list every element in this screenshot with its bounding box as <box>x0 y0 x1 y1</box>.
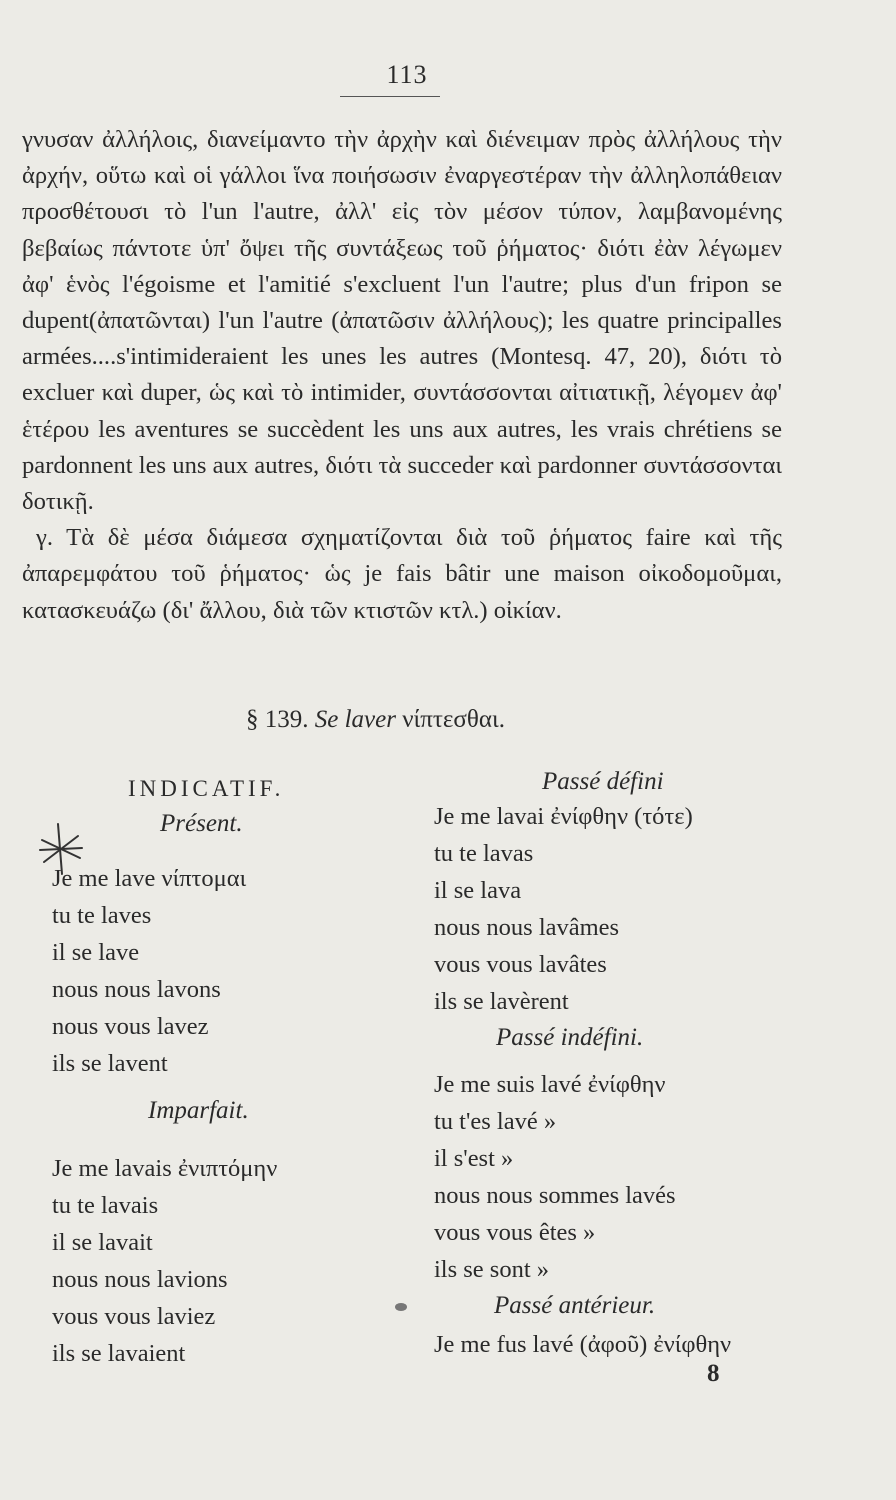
section-heading <box>246 706 846 734</box>
conjugation-line: tu t'es lavé » <box>434 1108 557 1135</box>
conjugation-line: ils se sont » <box>434 1256 550 1283</box>
conjugation-line: tu te lavais <box>52 1192 159 1219</box>
conjugation-line: Je me lavai ἐνίφθην (τότε) <box>434 803 693 830</box>
conjugation-imparfait <box>52 1150 277 1372</box>
conjugation-line: vous vous laviez <box>52 1303 216 1330</box>
conjugation-line: nous nous lavons <box>52 976 221 1003</box>
conjugation-passe-anterieur <box>434 1326 731 1363</box>
conjugation-passe-defini <box>434 798 693 1020</box>
conjugation-line: nous nous lavâmes <box>434 914 620 941</box>
conjugation-line: vous vous êtes » <box>434 1219 596 1246</box>
conjugation-line: il se lava <box>434 877 522 904</box>
conjugation-line: nous nous sommes lavés <box>434 1182 676 1209</box>
section-number: § 139. <box>246 706 309 733</box>
tense-label-present: Présent. <box>160 810 243 837</box>
conjugation-line: il se lavait <box>52 1229 153 1256</box>
conjugation-passe-indefini <box>434 1066 676 1288</box>
conjugation-line: Je me lavais ἐνιπτόμην <box>52 1155 278 1182</box>
body-paragraph-2: γ. Τὰ δὲ μέσα διάμεσα σχηματίζονται διὰ τοῦ ῥήματος faire καὶ τῆς ἀπαρεμφάτου τοῦ ῥήματος· ὡς je fais bâtir une maison οἰκοδομοῦμαι, κατασκευάζω (δι' ἄλλου, διὰ τῶν κτιστῶν κτλ.) οἰκίαν. <box>22 524 782 624</box>
conjugation-line: Je me lave νίπτομαι <box>52 865 247 892</box>
section-title: Se laver <box>314 706 396 733</box>
conjugation-line: tu te laves <box>52 902 152 929</box>
page-number-rule <box>340 96 440 97</box>
conjugation-line: Je me suis lavé ἐνίφθην <box>434 1071 666 1098</box>
conjugation-line: tu te lavas <box>434 840 534 867</box>
conjugation-line: vous vous lavâtes <box>434 951 607 978</box>
mood-heading: INDICATIF. <box>128 776 285 801</box>
conjugation-line: ils se lavent <box>52 1050 168 1077</box>
conjugation-line: ils se lavèrent <box>434 988 569 1015</box>
conjugation-line: nous vous lavez <box>52 1013 209 1040</box>
conjugation-line: il s'est » <box>434 1145 514 1172</box>
conjugation-line: nous nous lavions <box>52 1266 228 1293</box>
section-greek: νίπτεσθαι. <box>402 706 505 733</box>
signature-mark: 8 <box>707 1360 720 1387</box>
body-text <box>22 122 782 629</box>
tense-label-passe-anterieur: Passé antérieur. <box>494 1292 656 1319</box>
conjugation-line: ils se lavaient <box>52 1340 186 1367</box>
ink-spot-icon <box>394 1302 408 1312</box>
page-number: 113 <box>386 60 428 89</box>
conjugation-line: Je me fus lavé (ἀφοῦ) ἐνίφθην <box>434 1331 732 1358</box>
body-paragraph-1: γνυσαν ἀλλήλοις, διανείμαντο τὴν ἀρχὴν καὶ διένειμαν πρὸς ἀλλήλους τὴν ἀρχήν, οὕτω καὶ οἱ γάλλοι ἵνα ποιήσωσιν ἐναργεστέραν τὴν ἀλληλοπάθειαν προσθέτουσι τὸ l'un l'autre, ἀλλ' εἰς τὸν μέσον τύπον, λαμβανομένης βεβαίως πάντοτε ὑπ' ὄψει τῆς συντάξεως τοῦ ῥήματος· διότι ἐὰν λέγωμεν ἀφ' ἑνὸς l'égoisme et l'amitié s'excluent l'un l'autre; plus d'un fripon se dupent(ἀπατῶνται) l'un l'autre (ἀπατῶσιν ἀλλήλους); les quatre principalles armées....s'intimideraient les unes les autres (Montesq. 47, 20), διότι τὸ excluer καὶ duper, ὡς καὶ τὸ intimider, συντάσσονται αἰτιατικῇ, λέγομεν ἀφ' ἑτέρου les aventures se succèdent les uns aux autres, les vrais chrétiens se pardonnent les uns aux autres, διότι τὰ succeder καὶ pardonner συντάσσονται δοτικῇ. <box>22 126 782 516</box>
tense-label-imparfait: Imparfait. <box>148 1097 249 1124</box>
conjugation-line: il se lave <box>52 939 140 966</box>
tense-label-passe-defini: Passé défini <box>542 768 664 795</box>
conjugation-present <box>52 860 246 1082</box>
tense-label-passe-indefini: Passé indéfini. <box>496 1024 644 1051</box>
